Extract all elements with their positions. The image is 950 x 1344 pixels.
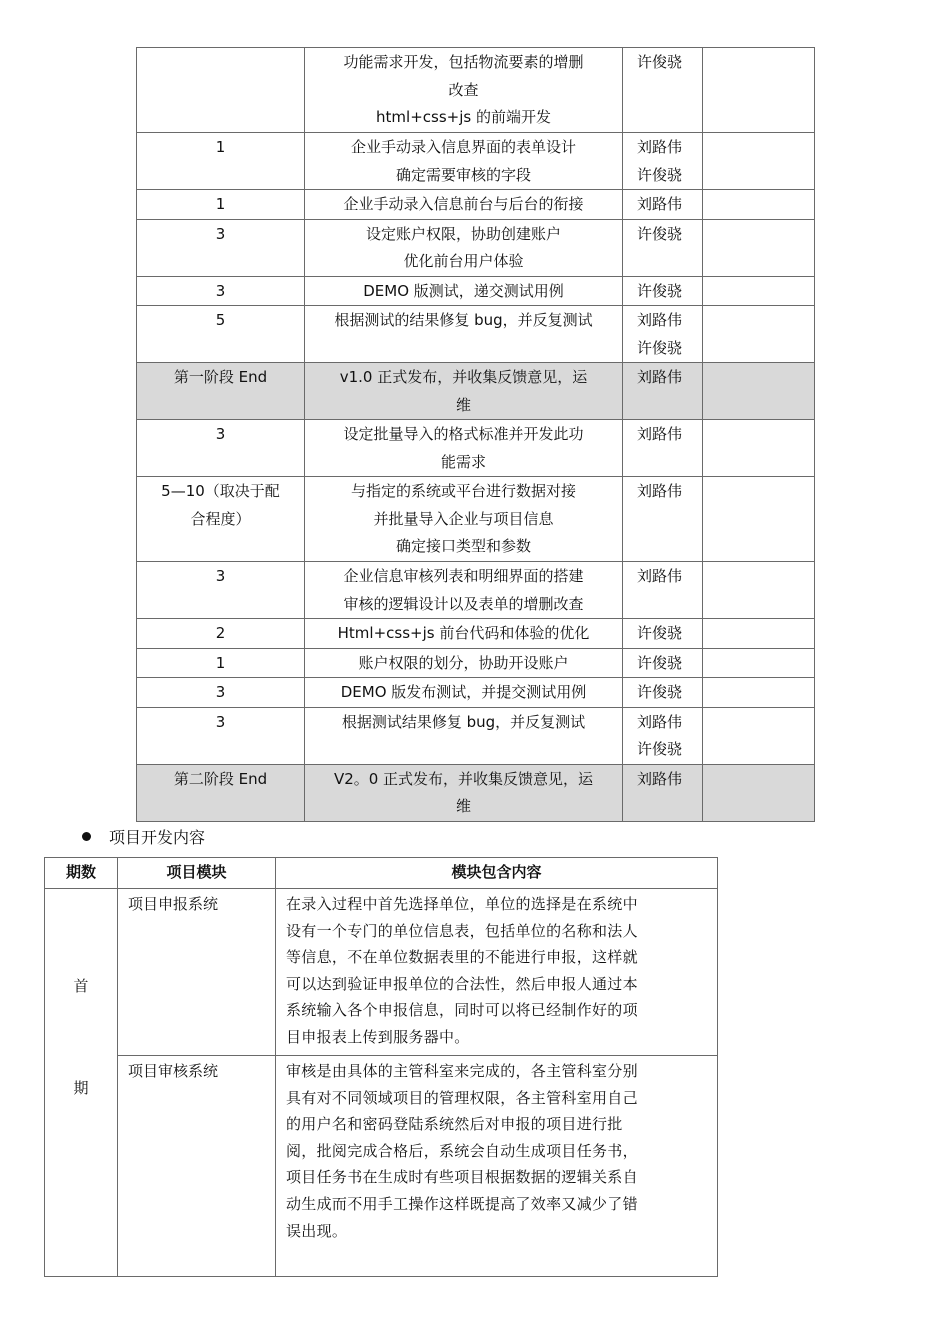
- module-name: 项目审核系统: [118, 1056, 276, 1277]
- days-cell: 1: [137, 133, 305, 190]
- empty-cell: [703, 648, 815, 678]
- days-cell: 3: [137, 276, 305, 306]
- owner-cell: 刘路伟 许俊骁: [623, 306, 703, 363]
- empty-cell: [703, 276, 815, 306]
- owner-cell: 刘路伟: [623, 477, 703, 562]
- period-char: 期: [73, 1079, 89, 1097]
- empty-cell: [703, 363, 815, 420]
- days-cell: [137, 48, 305, 133]
- task-cell: 账户权限的划分，协助开设账户: [305, 648, 623, 678]
- owner-cell: 许俊骁: [623, 48, 703, 133]
- schedule-table: [136, 47, 815, 822]
- task-cell: DEMO 版发布测试，并提交测试用例: [305, 678, 623, 708]
- task-cell: 企业手动录入信息界面的表单设计 确定需要审核的字段: [305, 133, 623, 190]
- section-title: 项目开发内容: [109, 828, 206, 847]
- schedule-row: [137, 619, 815, 649]
- empty-cell: [703, 707, 815, 764]
- owner-cell: 许俊骁: [623, 276, 703, 306]
- module-name: 项目申报系统: [118, 889, 276, 1056]
- owner-cell: 刘路伟 许俊骁: [623, 133, 703, 190]
- schedule-row: [137, 678, 815, 708]
- task-cell: v1.0 正式发布，并收集反馈意见，运 维: [305, 363, 623, 420]
- schedule-row: [137, 306, 815, 363]
- empty-cell: [703, 133, 815, 190]
- days-cell: 3: [137, 678, 305, 708]
- module-desc: 在录入过程中首先选择单位，单位的选择是在系统中 设有一个专门的单位信息表，包括单位的名称和法人 等信息，不在单位数据表里的不能进行申报，这样就 可以达到验证申报单位的合法性，然后申报人通过本 系统输入各个申报信息，同时可以将已经制作好的项 目申报表上传到服务器中。: [276, 889, 718, 1056]
- empty-cell: [703, 678, 815, 708]
- task-cell: 企业手动录入信息前台与后台的衔接: [305, 190, 623, 220]
- days-cell: 3: [137, 420, 305, 477]
- owner-cell: 许俊骁: [623, 678, 703, 708]
- days-cell: 1: [137, 648, 305, 678]
- header-period: 期数: [45, 858, 118, 889]
- schedule-row: [137, 477, 815, 562]
- period-char: 首: [73, 977, 89, 995]
- schedule-row: [137, 48, 815, 133]
- empty-cell: [703, 190, 815, 220]
- days-cell: 5: [137, 306, 305, 363]
- schedule-row: [137, 707, 815, 764]
- empty-cell: [703, 562, 815, 619]
- task-cell: 与指定的系统或平台进行数据对接 并批量导入企业与项目信息 确定接口类型和参数: [305, 477, 623, 562]
- empty-cell: [703, 619, 815, 649]
- days-cell: 第一阶段 End: [137, 363, 305, 420]
- schedule-row: [137, 133, 815, 190]
- empty-cell: [703, 306, 815, 363]
- days-cell: 2: [137, 619, 305, 649]
- period-cell: [45, 889, 118, 1277]
- days-cell: 3: [137, 562, 305, 619]
- owner-cell: 刘路伟: [623, 562, 703, 619]
- stage-row: [137, 363, 815, 420]
- days-cell: 3: [137, 219, 305, 276]
- days-cell: 第二阶段 End: [137, 764, 305, 821]
- module-desc: 审核是由具体的主管科室来完成的，各主管科室分别 具有对不同领域项目的管理权限，各主管科室用自己 的用户名和密码登陆系统然后对申报的项目进行批 阅，批阅完成合格后，系统会自动生成项目任务书， 项目任务书在生成时有些项目根据数据的逻辑关系自 动生成而不用手工操作这样既提高了效率又减少了错 误出现。: [276, 1056, 718, 1277]
- empty-cell: [703, 219, 815, 276]
- owner-cell: 刘路伟: [623, 363, 703, 420]
- owner-cell: 刘路伟 许俊骁: [623, 707, 703, 764]
- schedule-row: [137, 648, 815, 678]
- task-cell: 企业信息审核列表和明细界面的搭建 审核的逻辑设计以及表单的增删改查: [305, 562, 623, 619]
- header-content: 模块包含内容: [276, 858, 718, 889]
- empty-cell: [703, 764, 815, 821]
- schedule-row: [137, 190, 815, 220]
- empty-cell: [703, 477, 815, 562]
- section-bullet: [82, 825, 205, 851]
- task-cell: 根据测试的结果修复 bug，并反复测试: [305, 306, 623, 363]
- schedule-row: [137, 276, 815, 306]
- content-table: [44, 857, 718, 1277]
- days-cell: 5—10（取决于配 合程度）: [137, 477, 305, 562]
- task-cell: 根据测试结果修复 bug，并反复测试: [305, 707, 623, 764]
- owner-cell: 许俊骁: [623, 648, 703, 678]
- stage-row: [137, 764, 815, 821]
- empty-cell: [703, 48, 815, 133]
- empty-cell: [703, 420, 815, 477]
- owner-cell: 刘路伟: [623, 190, 703, 220]
- schedule-row: [137, 420, 815, 477]
- header-module: 项目模块: [118, 858, 276, 889]
- schedule-row: [137, 219, 815, 276]
- bullet-dot-icon: [82, 832, 91, 841]
- owner-cell: 许俊骁: [623, 619, 703, 649]
- owner-cell: 刘路伟: [623, 764, 703, 821]
- task-cell: 设定账户权限，协助创建账户 优化前台用户体验: [305, 219, 623, 276]
- schedule-row: [137, 562, 815, 619]
- task-cell: 设定批量导入的格式标准并开发此功 能需求: [305, 420, 623, 477]
- task-cell: Html+css+js 前台代码和体验的优化: [305, 619, 623, 649]
- days-cell: 1: [137, 190, 305, 220]
- task-cell: 功能需求开发，包括物流要素的增删 改查 html+css+js 的前端开发: [305, 48, 623, 133]
- task-cell: DEMO 版测试，递交测试用例: [305, 276, 623, 306]
- days-cell: 3: [137, 707, 305, 764]
- owner-cell: 刘路伟: [623, 420, 703, 477]
- owner-cell: 许俊骁: [623, 219, 703, 276]
- task-cell: V2。0 正式发布，并收集反馈意见，运 维: [305, 764, 623, 821]
